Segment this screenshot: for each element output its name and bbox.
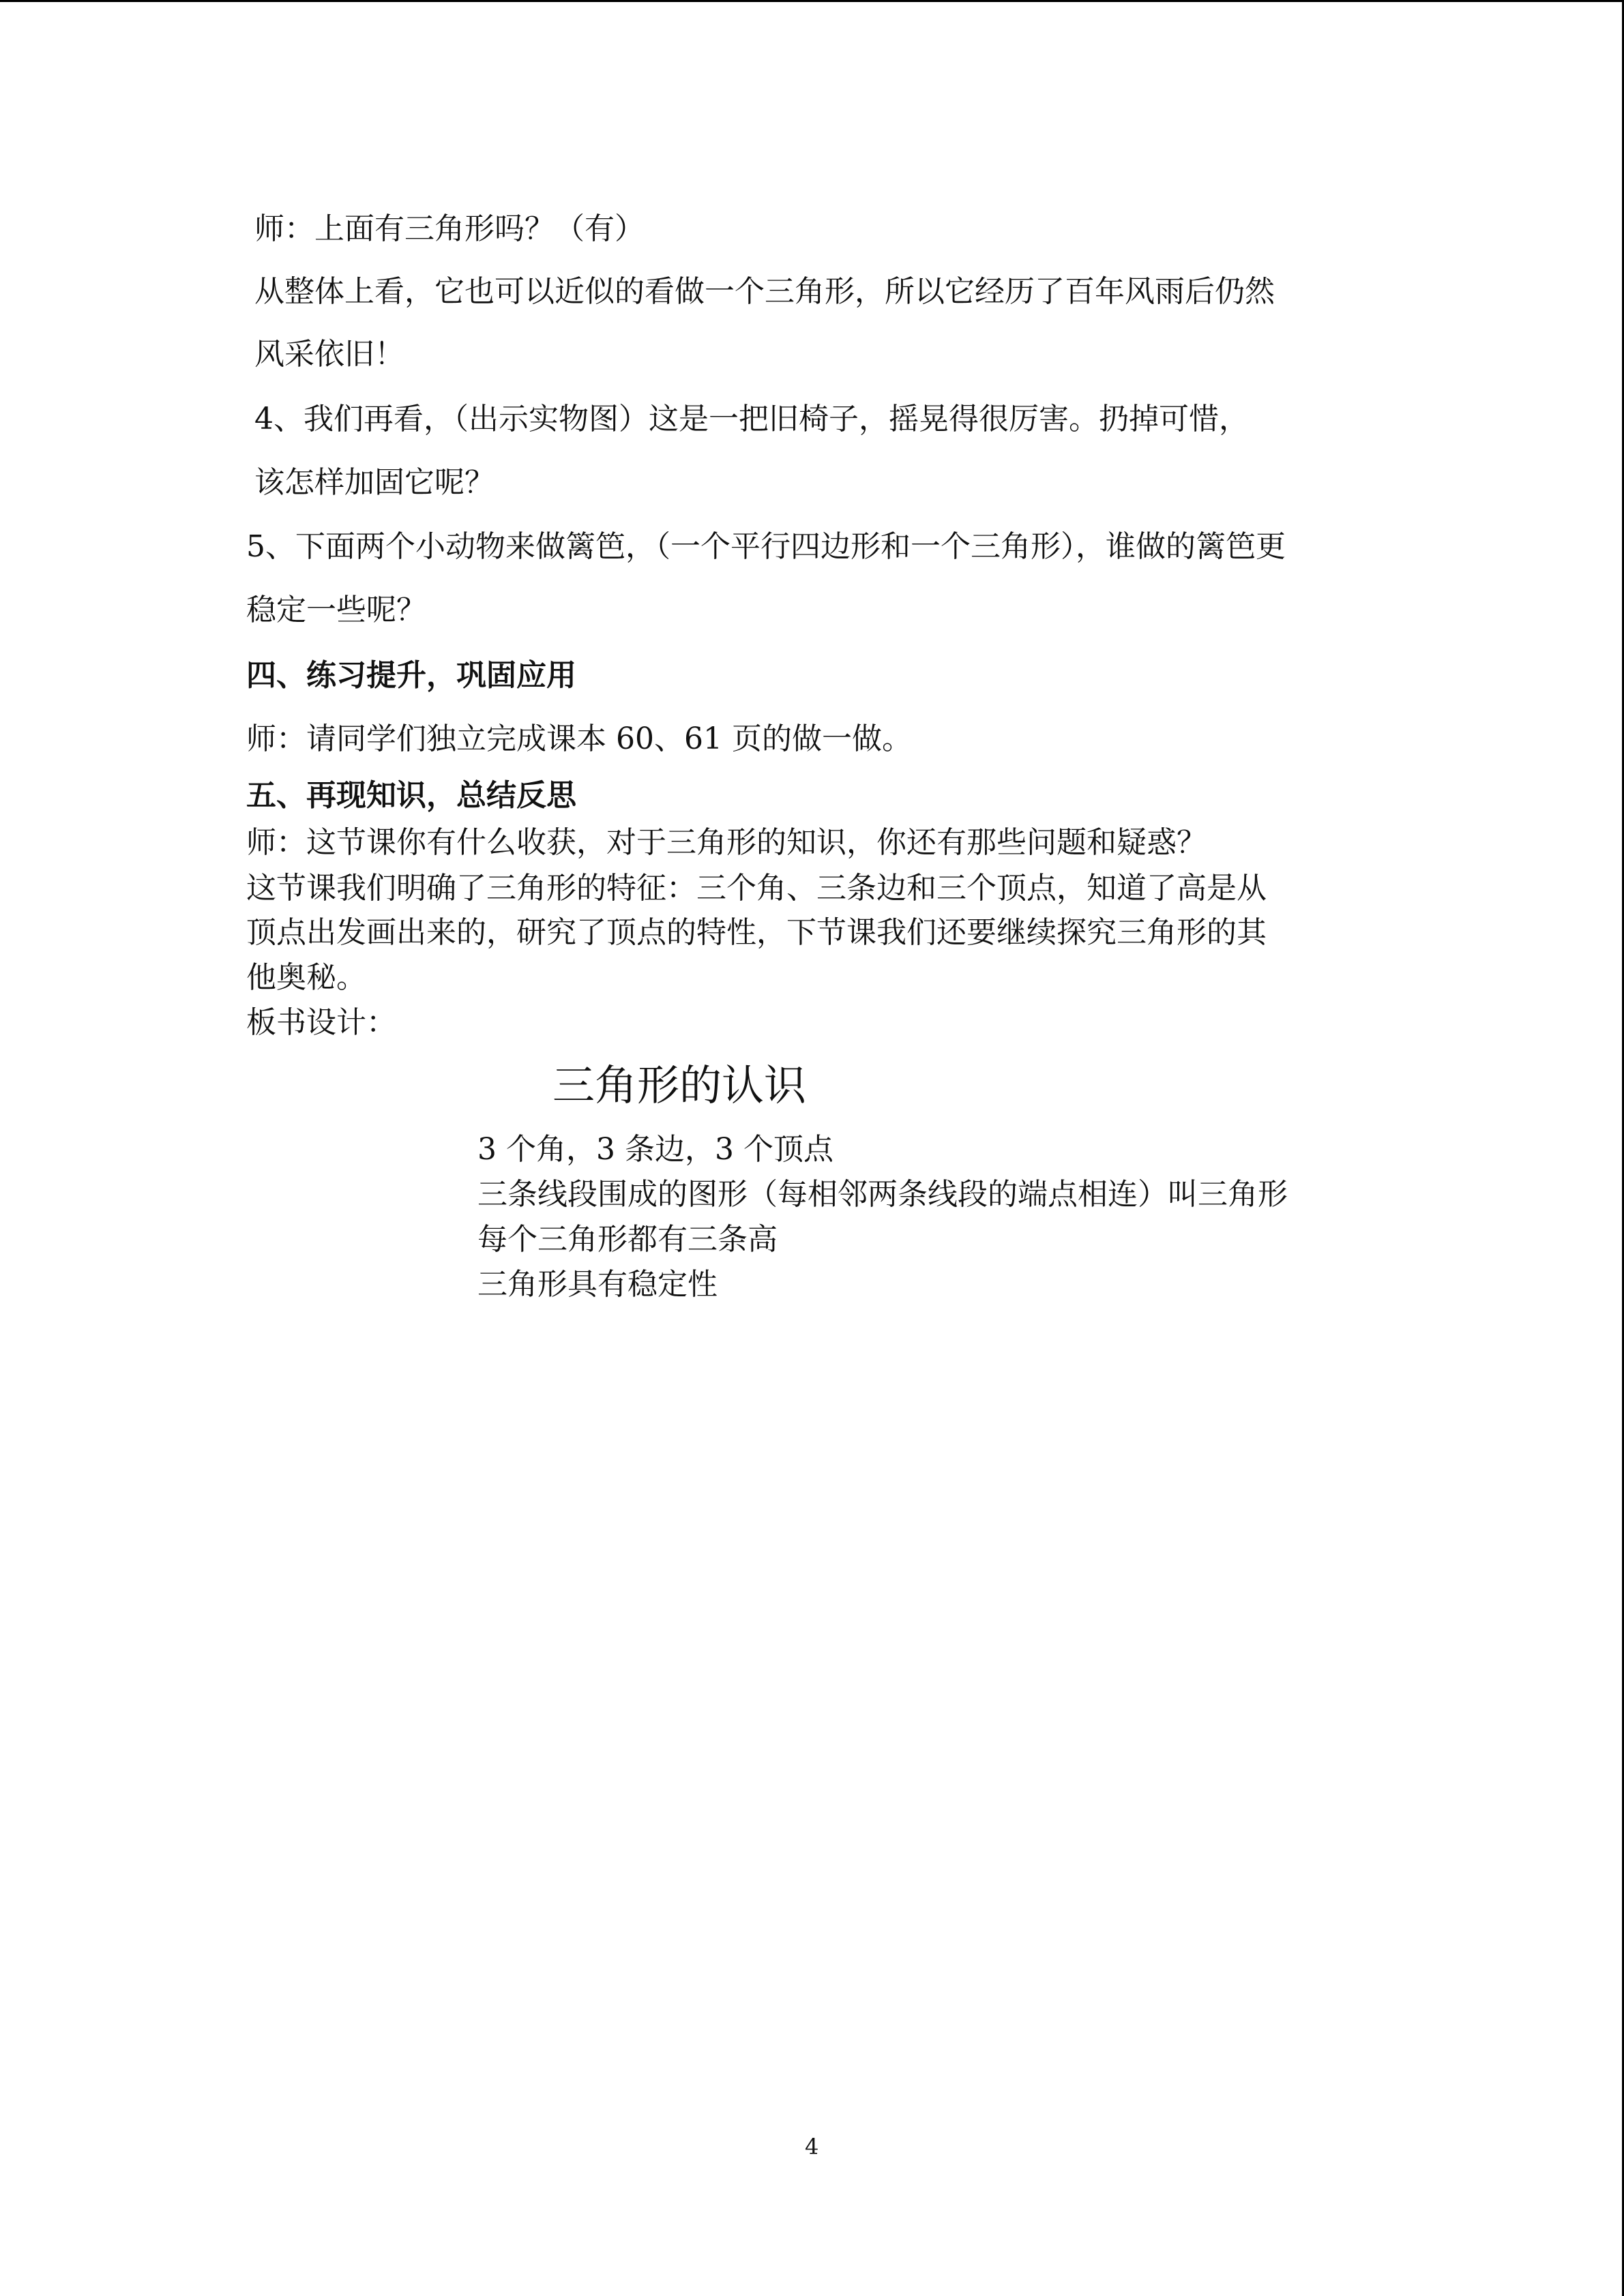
board-design-line: 每个三角形都有三条高 xyxy=(477,1222,778,1257)
section-heading-practice: 四、练习提升，巩固应用 xyxy=(246,658,576,693)
body-line: 从整体上看，它也可以近似的看做一个三角形，所以它经历了百年风雨后仍然 xyxy=(254,274,1275,309)
body-line: 这节课我们明确了三角形的特征：三个角、三条边和三个顶点，知道了高是从 xyxy=(246,871,1267,906)
body-line: 顶点出发画出来的，研究了顶点的特性，下节课我们还要继续探究三角形的其 xyxy=(246,915,1267,950)
board-design-line: 三条线段围成的图形（每相邻两条线段的端点相连）叫三角形 xyxy=(477,1177,1288,1212)
board-design-title: 三角形的认识 xyxy=(552,1060,807,1110)
board-design-line: 三角形具有稳定性 xyxy=(477,1267,718,1302)
body-line: 5、下面两个小动物来做篱笆，（一个平行四边形和一个三角形），谁做的篱笆更 xyxy=(246,529,1286,564)
body-line: 板书设计： xyxy=(246,1005,396,1040)
body-line: 4、我们再看，（出示实物图）这是一把旧椅子，摇晃得很厉害。扔掉可惜， xyxy=(254,402,1249,436)
body-line: 师：上面有三角形吗？（有） xyxy=(254,211,645,246)
body-line: 风采依旧！ xyxy=(254,337,404,372)
body-line: 师：这节课你有什么收获，对于三角形的知识，你还有那些问题和疑惑？ xyxy=(246,825,1207,860)
page-number: 4 xyxy=(805,2134,819,2160)
page-top-border xyxy=(0,0,1624,2)
body-line: 他奥秘。 xyxy=(246,960,366,995)
board-design-line: 3 个角，3 条边，3 个顶点 xyxy=(477,1132,833,1167)
body-line: 师：请同学们独立完成课本 60、61 页的做一做。 xyxy=(246,721,912,756)
body-line: 稳定一些呢？ xyxy=(246,593,426,627)
body-line: 该怎样加固它呢？ xyxy=(254,465,494,500)
section-heading-summary: 五、再现知识，总结反思 xyxy=(246,778,576,813)
